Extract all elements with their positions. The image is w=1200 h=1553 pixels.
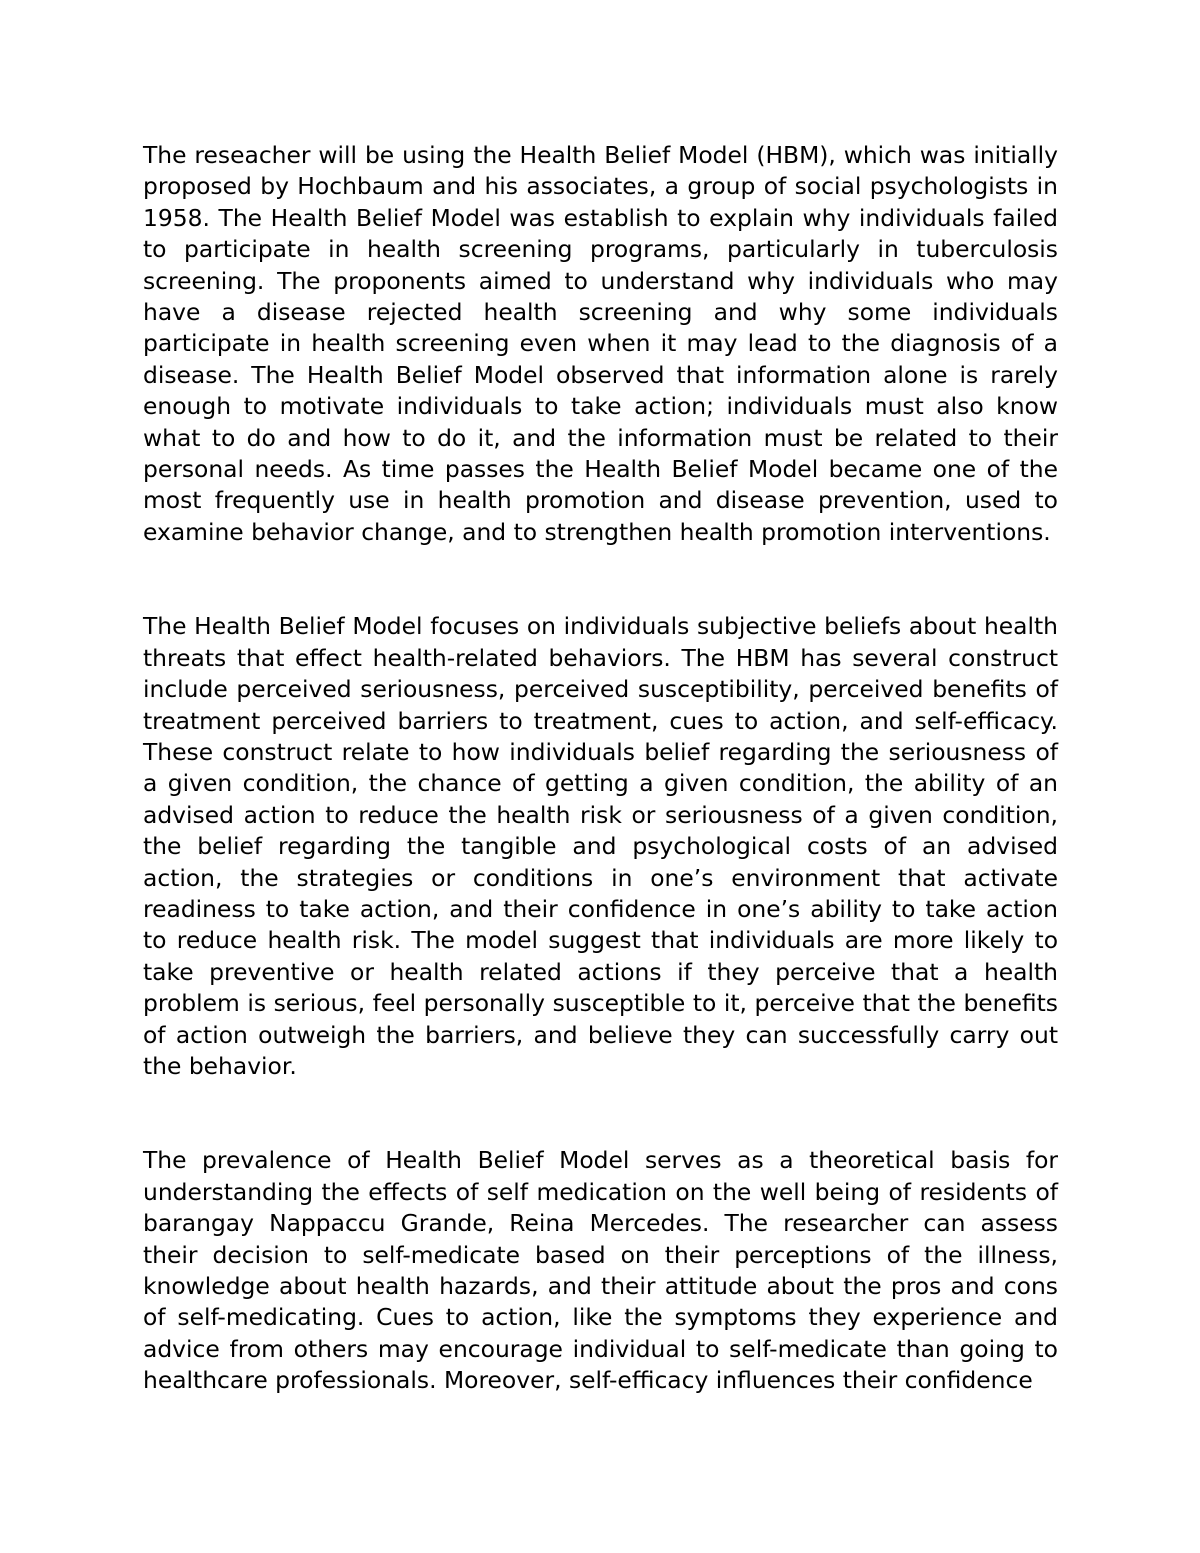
paragraph-hbm-introduction: The reseacher will be using the Health Belief Model (HBM), which was initially proposed by Hochbaum and his associates, a group of social psychologists in 1958. The Health Belief Model was establish to explain why individuals failed to participate in health screening programs, particularly in tuberculosis screening. The proponents aimed to understand why individuals who may have a disease rejected health screening and why some individuals participate in health screening even when it may lead to the diagnosis of a disease. The Health Belief Model observed that information alone is rarely enough to motivate individuals to take action; individuals must also know what to do and how to do it, and the information must be related to their personal needs. As time passes the Health Belief Model became one of the most frequently use in health promotion and disease prevention, used to examine behavior change, and to strengthen health promotion interventions. bbox=[143, 141, 1058, 546]
paragraph-hbm-constructs: The Health Belief Model focuses on individuals subjective beliefs about health threats that effect health-related behaviors. The HBM has several construct include perceived seriousness, perceived susceptibility, perceived benefits of treatment perceived barriers to treatment, cues to action, and self-efficacy. These construct relate to how individuals belief regarding the seriousness of a given condition, the chance of getting a given condition, the ability of an advised action to reduce the health risk or seriousness of a given condition, the belief regarding the tangible and psychological costs of an advised action, the strategies or conditions in one’s environment that activate readiness to take action, and their confidence in one’s ability to take action to reduce health risk. The model suggest that individuals are more likely to take preventive or health related actions if they perceive that a health problem is serious, feel personally susceptible to it, perceive that the benefits of action outweigh the barriers, and believe they can successfully carry out the behavior. bbox=[143, 612, 1058, 1080]
document-body bbox=[143, 140, 1058, 1397]
paragraph-hbm-application: The prevalence of Health Belief Model serves as a theoretical basis for understanding the effects of self medication on the well being of residents of barangay Nappaccu Grande, Reina Mercedes. The researcher can assess their decision to self-medicate based on their perceptions of the illness, knowledge about health hazards, and their attitude about the pros and cons of self-medicating. Cues to action, like the symptoms they experience and advice from others may encourage individual to self-medicate than going to healthcare professionals. Moreover, self-efficacy influences their confidence bbox=[143, 1146, 1058, 1395]
